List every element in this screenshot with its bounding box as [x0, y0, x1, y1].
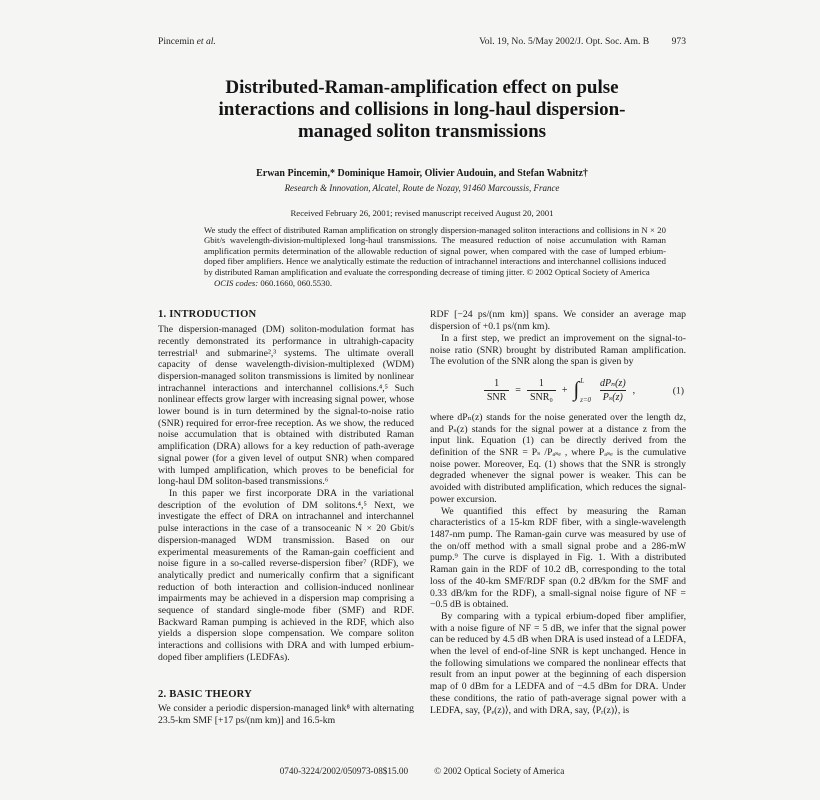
section-heading-basic-theory: 2. BASIC THEORY	[158, 688, 252, 700]
integral-symbol	[574, 378, 593, 404]
paper-title: Distributed-Raman-amplification effect on pulse interactions and collisions in long-haul dispersion-managed soliton transmissions	[218, 77, 626, 142]
ocis-values: 060.1660, 060.5530.	[258, 278, 332, 289]
equation-number: (1)	[672, 385, 684, 397]
equation-denominator: SNR₀	[527, 390, 556, 403]
footer-copyright: © 2002 Optical Society of America	[434, 766, 565, 776]
page-number: 973	[671, 36, 686, 47]
running-head-journal	[479, 36, 686, 47]
equals-sign: =	[515, 385, 521, 397]
section-heading-introduction: 1. INTRODUCTION	[158, 309, 257, 321]
integral-sign: ∫	[573, 377, 580, 402]
received-line: Received February 26, 2001; revised manuscript received August 20, 2001	[290, 208, 554, 218]
integral-lower-limit: z=0	[580, 396, 591, 404]
abstract-text: We study the effect of distributed Raman amplification on strongly dispersion-managed soliton interactions and collisions in N × 20 Gbit/s wavelength-division-multiplexed long-haul transmissions. The measured reduction of noise accumulation with Raman amplification permits determination of the allowable reduction of signal power, when compared with the case of lumped erbium-doped fiber amplifiers. Hence we analytically estimate the reduction of intrachannel interactions and interchannel collisions induced by distributed Raman amplification and evaluate the corresponding decrease of timing jitter. © 2002 Optical Society of America	[204, 225, 666, 277]
running-head	[158, 0, 686, 47]
footer-line	[158, 766, 686, 776]
equation-1	[430, 378, 686, 404]
right-column	[430, 309, 686, 726]
fraction-dpn-over-ps	[597, 378, 629, 403]
authors-line: Erwan Pincemin,* Dominique Hamoir, Olivier Audouin, and Stefan Wabnitz†	[256, 168, 588, 179]
theory-paragraph-left: We consider a periodic dispersion-managed link⁸ with alternating 23.5-km SMF [+17 ps/(nm km)] and 16.5-km	[158, 703, 414, 726]
right-paragraph-4: We quantified this effect by measuring the Raman characteristics of a 15-km RDF fiber, with a single-wavelength 1487-nm pump. The Raman-gain curve was measured by use of the on/off method with a small signal probe and a 286-mW pump.⁹ The curve is displayed in Fig. 1. With a distributed Raman gain in the RDF of 10.2 dB, corresponding to the total loss of the 40-km SMF/RDF span (0.2 dB/km for the SMF and 0.33 dB/km for the RDF), a small-signal noise figure of NF = −0.5 dB is obtained.	[430, 505, 686, 611]
integral-limits	[580, 378, 591, 404]
intro-paragraph-1: The dispersion-managed (DM) soliton-modulation format has recently demonstrated its performance in ultrahigh-capacity terrestrial¹ and submarine²,³ systems. The ultimate overall capacity of dense wavelength-division-multiplexed (WDM) dispersion-managed soliton transmissions is limited by nonlinear intrachannel interactions and interchannel collisions.⁴,⁵ Such nonlinear effects grow larger with increasing signal power, whose lower bound is in turn determined by the signal-to-noise ratio (SNR) required for error-free reception. As we show, the reduced noise accumulation that is obtained with distributed Raman amplification (DRA) allows for a key reduction of path-average signal power (for a given level of output SNR) when compared with lumped amplification, which proves to be beneficial for long-haul DM soliton-based transmissions.⁶	[158, 324, 414, 488]
fraction-1-over-snr0	[527, 378, 556, 403]
equation-denominator: Pₛ(z)	[600, 390, 626, 403]
ocis-label: OCIS codes:	[214, 278, 259, 289]
ocis-line	[214, 278, 666, 288]
body-columns	[158, 309, 686, 726]
fraction-1-over-snr	[484, 378, 509, 403]
equation-trailing-comma: ,	[632, 385, 636, 397]
right-paragraph-5: By comparing with a typical erbium-doped fiber amplifier, with a noise figure of NF = 5 dB, we infer that the signal power can be reduced by 4.5 dB when DRA is used instead of a LEDFA, when the level of end-of-line SNR is kept unchanged. Hence in the following simulations we compared the nonlinear effects that result from an input power at the beginning of each dispersion map of 0 dBm for a LEDFA and of −4.5 dBm for DRA. Under these conditions, the ratio of path-average signal power with a LEDFA, say, ⟨Pₑ(z)⟩, and with DRA, say, ⟨Pᵣ(z)⟩, is	[430, 610, 686, 716]
equation-numerator: dPₙ(z)	[599, 378, 626, 390]
equation-numerator: 1	[538, 378, 544, 390]
affiliation-line: Research & Innovation, Alcatel, Route de Nozay, 91460 Marcoussis, France	[284, 183, 560, 193]
integral-upper-limit: L	[580, 377, 585, 385]
equation-denominator: SNR	[484, 390, 509, 403]
right-paragraph-2: In a first step, we predict an improvement on the signal-to-noise ratio (SNR) brought by distributed Raman amplification. The evolution of the SNR along the span is given by	[430, 332, 686, 368]
running-head-authors	[158, 36, 216, 47]
plus-sign: +	[561, 385, 568, 397]
right-paragraph-3: where dPₙ(z) stands for the noise generated over the length dz, and Pₛ(z) stands for the signal power at a distance z from the input link. Equation (1) can be directly derived from the definition of the SNR = Pₛ /Pₐₛₑ , where Pₐₛₑ is the cumulative noise power. Moreover, Eq. (1) shows that the SNR is strongly degraded whenever the signal power is weaker. This can be avoided with distributed amplification, which reduces the signal-power excursion.	[430, 411, 686, 505]
right-paragraph-1: RDF [−24 ps/(nm km)] spans. We consider an average map dispersion of +0.1 ps/(nm km).	[430, 309, 686, 333]
journal-reference: Vol. 19, No. 5/May 2002/J. Opt. Soc. Am. B	[479, 36, 650, 47]
left-column	[158, 309, 414, 726]
running-head-author-name: Pincemin	[158, 36, 195, 47]
running-head-etal: et al.	[194, 36, 216, 47]
page-content	[158, 0, 686, 727]
intro-paragraph-2: In this paper we first incorporate DRA in the variational description of the evolution of DM solitons.⁴,⁵ Next, we investigate the effect of DRA on intrachannel and interchannel pulse interactions in the case of a transoceanic N × 20 Gbit/s dispersion-managed WDM transmission. Based on our experimental measurements of the Raman-gain coefficient and noise figure in a so-called reverse-dispersion fiber⁷ (RDF), we analytically predict and numerically confirm that a significant reduction of both interaction and collision-induced nonlinear impairments may be achieved in a dispersion map comprising a sequence of standard single-mode fiber (SMF) and RDF. Backward Raman pumping is achieved in the RDF, which also yields a dispersion slope compensation. We compare soliton interactions and collisions with DRA and with lumped erbium-doped fiber amplifiers (LEDFAs).	[158, 487, 414, 663]
footer-issn: 0740-3224/2002/050973-08$15.00	[279, 766, 409, 776]
equation-numerator: 1	[494, 378, 500, 390]
